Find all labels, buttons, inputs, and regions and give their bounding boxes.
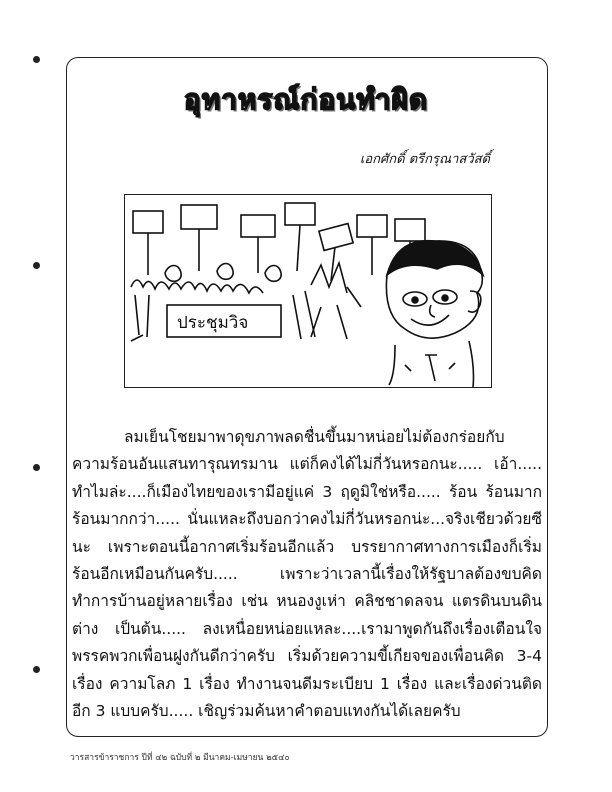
cartoon-sign-text: ประชุมวิจ	[177, 313, 249, 333]
binder-hole	[33, 666, 40, 673]
binder-hole	[33, 56, 40, 63]
article-body: ลมเย็นโชยมาพาดุขภาพลดชื่นขึ้นมาหน่อยไม่ต้องกร่อยกับความร้อนอันแสนทารุณทรมาน แต่ก็คงได้ไม่กี่วันหรอกนะ..... เอ้า..... ทำไมล่ะ....ก็เมืองไทยของเรามีอยู่แค่ 3 ฤดูมิใช่หรือ..... ร้อน ร้อนมาก ร้อนมากกว่า..... นั่นแหละถึงบอกว่าคงไม่กี่วันหรอกน่ะ...จริงเชียวด้วยซีนะ เพราะตอนนี้อากาศเริ่มร้อนอีกแล้ว บรรยากาศทางการเมืองก็เริ่มร้อนอีกเหมือนกันครับ..... เพราะว่าเวลานี้เรื่องให้รัฐบาลต้องขบคิดทำการบ้านอยู่หลายเรื่อง เช่น หนองงูเห่า คลิชชาดลจน แตรดินบนดินต่าง เป็นต้น..... ลงเหนื่อยหน่อยแหละ....เรามาพูดกันถึงเรื่องเตือนใจพรรคพวกเพื่อนฝูงกันดีกว่าครับ เริ่มด้วยความขี้เกียจของเพื่อนคิด 3-4 เรื่อง ความโลภ 1 เรื่อง ทำงานจนดีมระเบียบ 1 เรื่อง และเรื่องด่วนติดอีก 3 แบบครับ..... เชิญร่วมค้นหาคำตอบแทงกันได้เลยครับ	[72, 428, 542, 721]
cartoon-drawing	[125, 195, 491, 387]
binder-hole	[33, 464, 40, 471]
cartoon-illustration	[124, 194, 492, 388]
page-footer: วารสารข้าราชการ ปีที่ ๔๒ ฉบับที่ ๒ มีนาคม-เมษายน ๒๕๔๐	[70, 753, 290, 763]
article-title: อุทาหรณ์ก่อนทำผิด	[183, 83, 429, 116]
binder-hole	[33, 262, 40, 269]
article-author: เอกศักดิ์ ตรีกรุณาสวัสดิ์	[359, 152, 490, 167]
